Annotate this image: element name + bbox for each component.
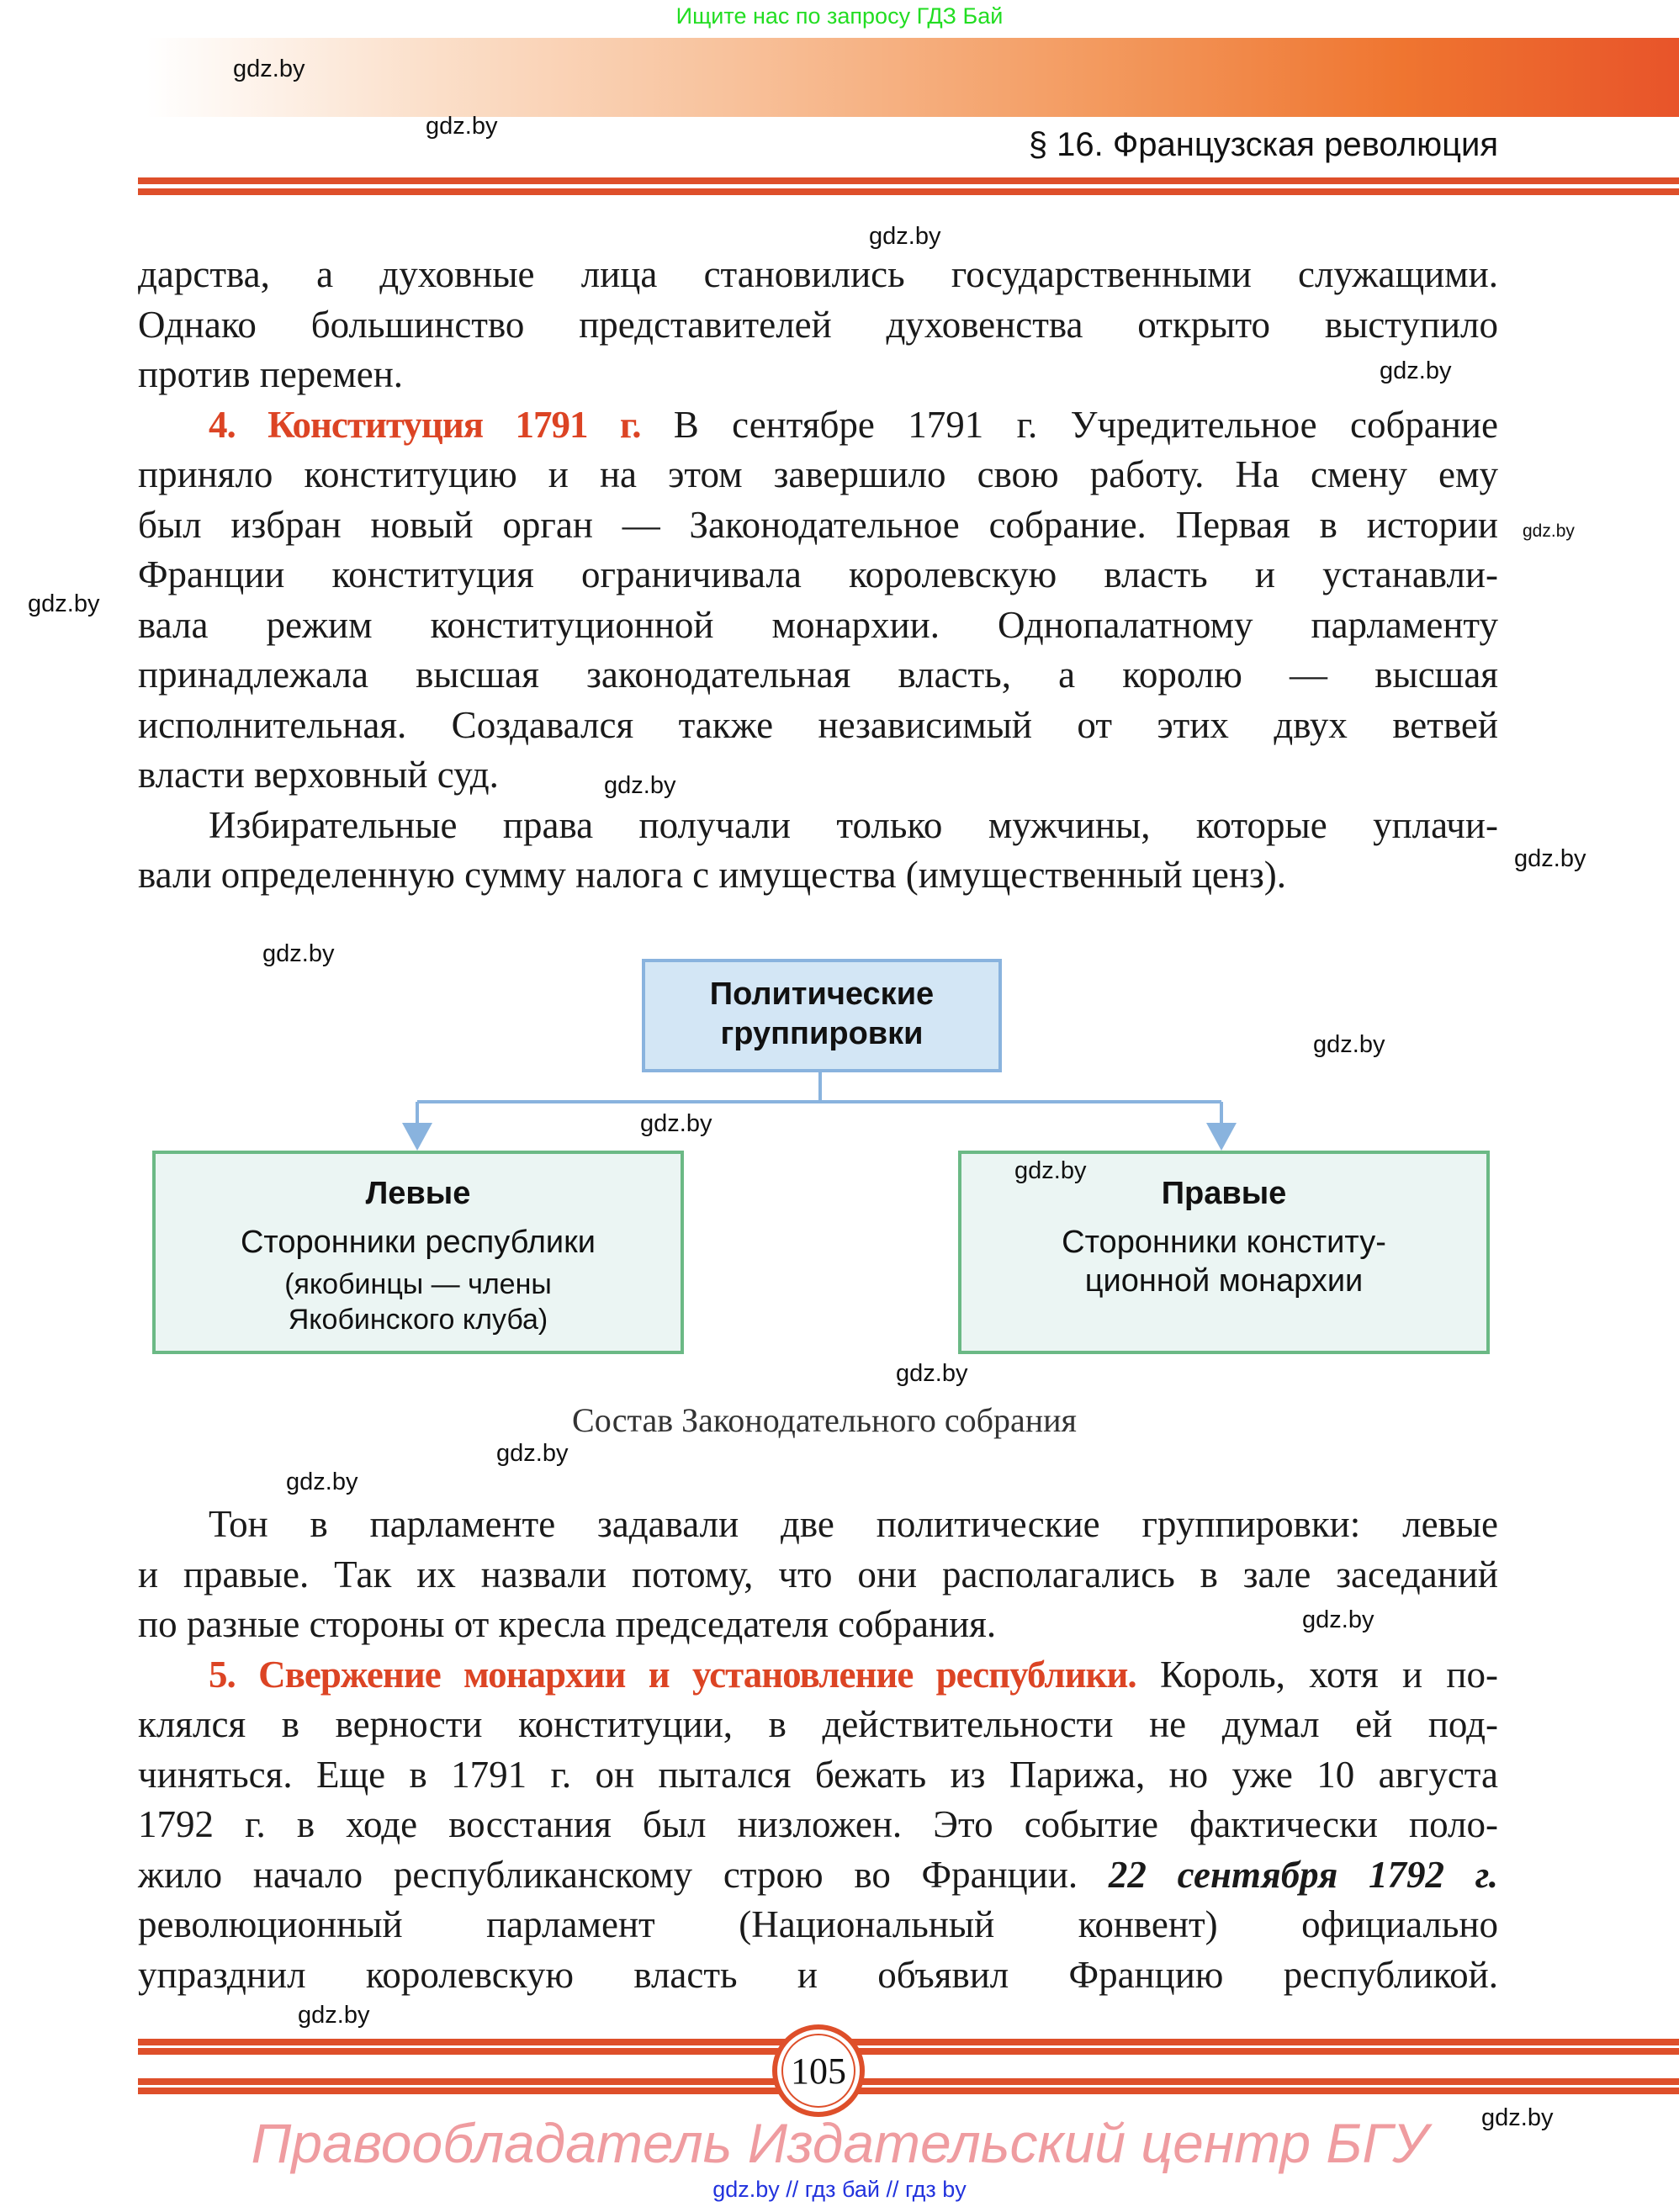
page-number: 105: [791, 2050, 846, 2092]
line-text: по разные стороны от кресла председателя собрания.: [138, 1603, 997, 1645]
gdz-watermark: gdz.by: [298, 2002, 370, 2029]
footer-rule: [138, 2048, 1679, 2055]
line-text: упразднил королевскую власть и объявил Францию республикой.: [138, 1953, 1498, 1996]
gdz-watermark: gdz.by: [604, 772, 676, 799]
line-text: вала режим конституционной монархии. Однопалатному парламенту: [138, 603, 1498, 646]
gdz-watermark: gdz.by: [640, 1110, 712, 1137]
text-line: [138, 1600, 1498, 1650]
gdz-watermark: gdz.by: [1514, 845, 1586, 872]
body-text-bottom: [138, 1500, 1498, 2000]
gdz-watermark: gdz.by: [896, 1360, 968, 1387]
line-text: Избирательные права получали только мужчины, которые уплачи-: [209, 803, 1498, 846]
line-text: приняло конституцию и на этом завершило свою работу. На смену ему: [138, 453, 1498, 495]
section-heading: 5. Свержение монархии и установление республики.: [209, 1653, 1136, 1696]
gdz-watermark: gdz.by: [1380, 357, 1452, 384]
gdz-watermark: gdz.by: [28, 590, 100, 617]
diagram-root-box: Политические группировки: [642, 959, 1002, 1072]
line-text: исполнительная. Создавался также независимый от этих двух ветвей: [138, 703, 1498, 746]
section-title: § 16. Французская революция: [1028, 126, 1498, 163]
line-text: революционный парламент (Национальный конвент) официально: [138, 1903, 1498, 1945]
arrow-right-icon: [1206, 1123, 1237, 1151]
left-title: Левые: [365, 1176, 471, 1211]
gdz-watermark: gdz.by: [426, 113, 498, 140]
text-line: [138, 1550, 1498, 1601]
left-subtitle: Сторонники республики: [240, 1225, 596, 1260]
line-text: дарства, а духовные лица становились государственными служащими.: [138, 253, 1498, 295]
search-hint-banner: Ищите нас по запросу ГДЗ Бай: [675, 3, 1004, 29]
footer-rule: [138, 2088, 1679, 2094]
line-text: Тон в парламенте задавали две политические группировки: левые: [209, 1503, 1498, 1545]
footer-rule: [138, 2078, 1679, 2085]
page-number-badge: [772, 2024, 865, 2117]
text-line: [138, 1750, 1498, 1801]
line-text: чиняться. Еще в 1791 г. он пытался бежать из Парижа, но уже 10 августа: [138, 1753, 1498, 1796]
line-text: власти верховный суд.: [138, 754, 499, 796]
gdz-watermark: gdz.by: [233, 56, 305, 82]
diagram-caption: Состав Законодательного собрания: [572, 1401, 1077, 1439]
gdz-watermark: gdz.by: [1302, 1606, 1374, 1633]
line-text: клялся в верности конституции, в действительности не думал ей под-: [138, 1703, 1498, 1745]
line-text: вали определенную сумму налога с имущества (имущественный ценз).: [138, 854, 1286, 896]
date-emphasis: 22 сентября 1792 г.: [1108, 1853, 1499, 1896]
gdz-watermark: gdz.by: [1313, 1031, 1385, 1058]
gdz-watermark: gdz.by: [1523, 521, 1575, 541]
bottom-links[interactable]: gdz.by // гдз бай // гдз by: [712, 2177, 967, 2202]
text-line: [138, 1950, 1498, 2001]
diagram-left-box: [152, 1151, 684, 1354]
gdz-watermark: gdz.by: [286, 1468, 358, 1495]
arrow-left-icon: [402, 1123, 432, 1151]
left-note: (якобинцы — члены Якобинского клуба): [284, 1268, 552, 1336]
text-line: [138, 1650, 1498, 1701]
line-text: 1792 г. в ходе восстания был низложен. Это событие фактически поло-: [138, 1803, 1498, 1845]
footer-rule: [138, 2039, 1679, 2045]
line-text: Франции конституция ограничивала королевскую власть и устанавли-: [138, 553, 1498, 595]
line-text: против перемен.: [138, 353, 404, 395]
line-text: принадлежала высшая законодательная власть, а королю — высшая: [138, 654, 1498, 696]
line-text: Король, хотя и по-: [1136, 1653, 1498, 1696]
line-text: и правые. Так их назвали потому, что они располагались в зале заседаний: [138, 1553, 1498, 1595]
gdz-watermark: gdz.by: [1481, 2104, 1554, 2131]
copyright-watermark: Правообладатель Издательский центр БГУ: [251, 2112, 1428, 2174]
right-title: Правые: [1161, 1176, 1287, 1211]
text-line: [138, 1850, 1498, 1901]
text-line: [138, 1900, 1498, 1950]
gdz-watermark: gdz.by: [869, 223, 941, 250]
line-text: жило начало республиканскому строю во Франции.: [138, 1853, 1109, 1896]
text-line: [138, 1700, 1498, 1750]
right-subtitle: Сторонники конститу-ционной монархии: [1062, 1225, 1386, 1299]
line-text: Однако большинство представителей духовенства открыто выступило: [138, 303, 1498, 346]
text-line: [138, 1800, 1498, 1850]
gdz-watermark: gdz.by: [1014, 1157, 1087, 1184]
line-text: был избран новый орган — Законодательное собрание. Первая в истории: [138, 503, 1498, 546]
text-line: [138, 1500, 1498, 1550]
gdz-watermark: gdz.by: [262, 940, 335, 967]
gdz-watermark: gdz.by: [496, 1440, 569, 1467]
section-heading: 4. Конституция 1791 г.: [209, 403, 641, 446]
connector-lines: [417, 1072, 1221, 1127]
line-text: В сентябре 1791 г. Учредительное собрание: [640, 403, 1498, 446]
